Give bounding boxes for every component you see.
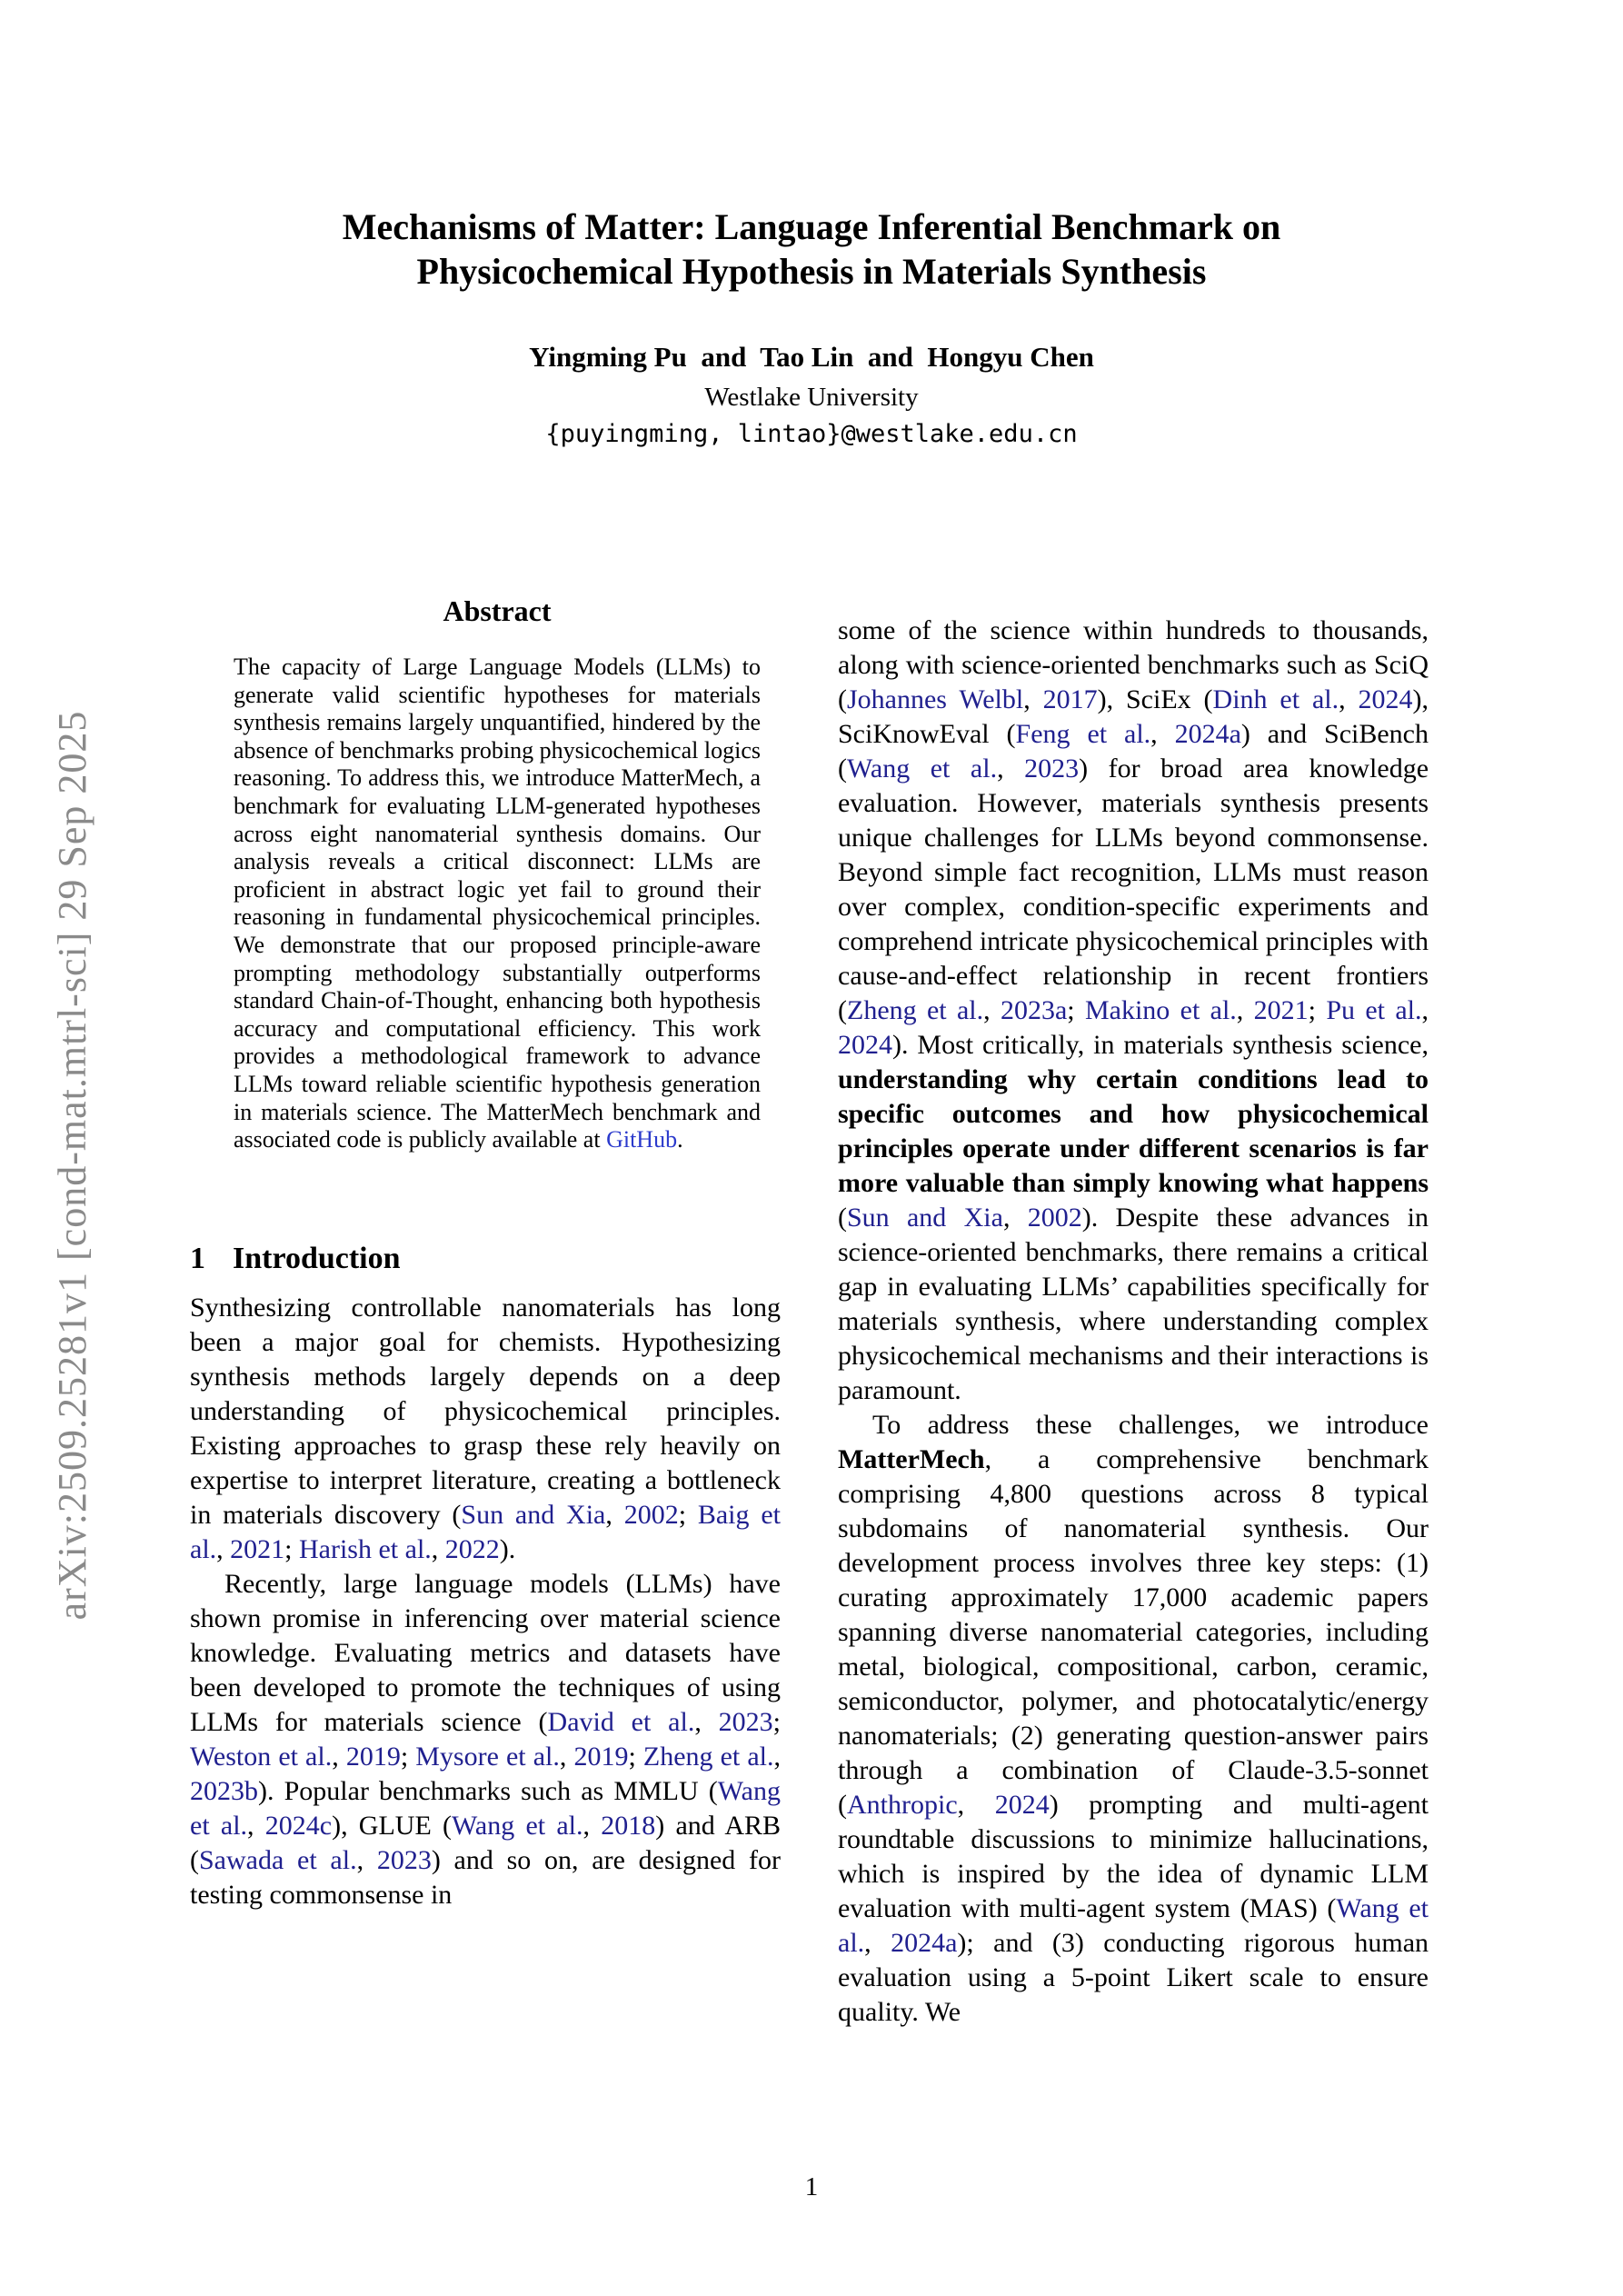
right-paragraph-1 (838, 614, 1429, 1408)
citation-link[interactable]: Baig et al. (190, 1499, 781, 1564)
citation-link[interactable]: Sun and Xia (847, 1203, 1003, 1233)
citation-link[interactable]: 2024c (264, 1810, 333, 1841)
paper-title-line-1: Mechanisms of Matter: Language Inferential Benchmark on (342, 206, 1281, 247)
citation-link[interactable]: 2024 (994, 1790, 1050, 1820)
citation-link[interactable]: Harish et al. (299, 1533, 432, 1564)
text-run: Synthesizing controllable nanomaterials has long been a major goal for chemists. Hypothesizing synthesis methods largely depends on a deep understanding of physicochemical principles. Existing approaches to grasp these rely heavily on expertise to interpret literature, creating a bottleneck in materials discovery ( (190, 1292, 781, 1530)
citation-link[interactable]: Zheng et al. (847, 995, 984, 1025)
citation-link[interactable]: 2023b (190, 1775, 258, 1806)
citation-link[interactable]: Pu et al. (1326, 995, 1422, 1025)
arxiv-watermark: arXiv:2509.25281v1 [cond-mat.mtrl-sci] 29 Sep 2025 (50, 710, 95, 1621)
intro-paragraph-2 (190, 1567, 781, 1912)
citation-link[interactable]: 2021 (1253, 995, 1309, 1025)
text-run: ). Despite these advances in science-oriented benchmarks, there remains a critical gap in evaluating LLMs’ capabilities specifically for materials synthesis, where understanding complex physicochemical mechanisms and their interactions is paramount. (838, 1203, 1429, 1405)
text-run: To address these challenges, we introduce (872, 1410, 1429, 1440)
right-paragraph-2 (838, 1408, 1429, 2030)
text-run: , (559, 1741, 574, 1772)
text-run: ; (628, 1741, 643, 1772)
text-run: ) prompting and multi-agent roundtable discussions to minimize hallucinations, which is inspired by the idea of dynamic LLM evaluation with multi-agent system (MAS) ( (838, 1790, 1429, 1923)
author-line: Yingming Pu and Tao Lin and Hongyu Chen (529, 341, 1094, 373)
citation-link[interactable]: Sun and Xia (461, 1499, 606, 1530)
text-run: The capacity of Large Language Models (LLMs) to generate valid scientific hypotheses for materials synthesis remains largely unquantified, hindered by the absence of benchmarks probing physicochemical logics reasoning. To address this, we introduce MatterMech, a benchmark for evaluating LLM-generated hypotheses across eight nanomaterial synthesis domains. Our analysis reveals a critical disconnect: LLMs are proficient in abstract logic yet fail to ground their reasoning in fundamental physicochemical principles. We demonstrate that our proposed principle-aware prompting methodology substantially outperforms standard Chain-of-Thought, enhancing both hypothesis accuracy and computational efficiency. This work provides a methodological framework to advance LLMs toward reliable scientific hypothesis generation in materials science. The MatterMech benchmark and associated code is publicly available at (234, 654, 761, 1153)
citation-link[interactable]: 2023 (376, 1844, 432, 1875)
text-run: some of the science within hundreds to thousands, along with science-oriented benchmarks such as SciQ ( (838, 615, 1429, 714)
text-run: , (694, 1706, 719, 1737)
citation-link[interactable]: 2019 (345, 1741, 401, 1772)
email-line: {puyingming, lintao}@westlake.edu.cn (545, 420, 1078, 448)
text-run: , (356, 1844, 377, 1875)
text-run: ) and ARB ( (190, 1810, 782, 1875)
intro-paragraph-1 (190, 1291, 781, 1567)
section-title: Introduction (233, 1241, 401, 1275)
citation-link[interactable]: Weston et al. (190, 1741, 333, 1772)
emphasis-text: understanding why certain conditions lead to specific outcomes and how physicochemical principles operate under different scenarios is far more valuable than simply knowing what happens (838, 1064, 1429, 1198)
citation-link[interactable]: Wang et al. (847, 754, 998, 784)
text-run: ). Popular benchmarks such as MMLU ( (258, 1775, 718, 1806)
text-run: ; (1067, 995, 1085, 1025)
paper-title-line-2: Physicochemical Hypothesis in Materials Synthesis (416, 251, 1207, 292)
text-run: ), SciKnowEval ( (838, 684, 1429, 749)
citation-link[interactable]: 2023 (718, 1706, 773, 1737)
text-run: , (216, 1533, 231, 1564)
text-run: ). (499, 1533, 516, 1564)
right-column (838, 589, 1429, 2030)
citation-link[interactable]: 2002 (1027, 1203, 1082, 1233)
github-link[interactable]: GitHub (606, 1126, 678, 1153)
citation-link[interactable]: Wang et al. (838, 1893, 1429, 1958)
text-run: ( (838, 1203, 847, 1233)
citation-link[interactable]: 2024 (1358, 684, 1413, 714)
citation-link[interactable]: 2023 (1024, 754, 1080, 784)
section-number: 1 (190, 1241, 205, 1275)
text-run: ); and (3) conducting rigorous human evaluation using a 5-point Likert scale to ensure quality. We (838, 1928, 1429, 2027)
text-run: . (677, 1126, 683, 1153)
text-run: , (1339, 684, 1359, 714)
citation-link[interactable]: 2024 (838, 1030, 892, 1060)
text-run: ; (1308, 995, 1327, 1025)
citation-link[interactable]: 2017 (1042, 684, 1098, 714)
text-run: , (1421, 995, 1429, 1025)
citation-link[interactable]: 2022 (444, 1533, 500, 1564)
citation-link[interactable]: Wang et al. (452, 1810, 583, 1841)
paper-title (0, 205, 1623, 294)
text-run: ; (400, 1741, 416, 1772)
text-run: , (582, 1810, 602, 1841)
text-run: , (1002, 1203, 1028, 1233)
text-run: , (983, 995, 1001, 1025)
text-run: , (332, 1741, 346, 1772)
abstract-section (190, 594, 781, 1154)
citation-link[interactable]: Mysore et al. (415, 1741, 560, 1772)
abstract-text (234, 654, 761, 1154)
text-run: , (773, 1741, 781, 1772)
citation-link[interactable]: 2024a (1174, 719, 1241, 749)
citation-link[interactable]: Feng et al. (1015, 719, 1151, 749)
citation-link[interactable]: Wang et al. (190, 1775, 781, 1841)
abstract-heading: Abstract (443, 594, 552, 627)
text-run: , (997, 754, 1025, 784)
affiliation: Westlake University (704, 383, 919, 412)
citation-link[interactable]: 2021 (230, 1533, 285, 1564)
citation-link[interactable]: Sawada et al. (199, 1844, 357, 1875)
citation-link[interactable]: David et al. (547, 1706, 695, 1737)
citation-link[interactable]: 2002 (623, 1499, 679, 1530)
text-run: , (864, 1928, 891, 1958)
text-run: , (605, 1499, 624, 1530)
citation-link[interactable]: Zheng et al. (642, 1741, 774, 1772)
paper-header (0, 205, 1623, 448)
text-run: , a comprehensive benchmark comprising 4,800 questions across 8 typical subdomains of nanomaterial synthesis. Our development process involves three key steps: (1) curating approximately 17,000 academic papers spanning diverse nanomaterial categories, including metal, biological, compositional, carbon, ceramic, semiconductor, polymer, and photocatalytic/energy nanomaterials; (2) generating question-answer pairs through a combination of Claude-3.5-sonnet ( (838, 1444, 1429, 1820)
text-run: ). Most critically, in materials synthesis science, (892, 1030, 1429, 1060)
text-run: , (431, 1533, 445, 1564)
text-run: ; (772, 1706, 782, 1737)
citation-link[interactable]: Dinh et al. (1212, 684, 1339, 714)
text-run: ) and so on, are designed for testing commonsense in (190, 1844, 781, 1910)
section-heading-introduction (190, 1242, 781, 1276)
two-column-body (190, 589, 1431, 2030)
text-run: , (1236, 995, 1254, 1025)
citation-link[interactable]: 2024a (891, 1928, 958, 1958)
text-run: Recently, large language models (LLMs) have shown promise in inferencing over material science knowledge. Evaluating metrics and datasets have been developed to promote the techniques of using LLMs for materials science ( (190, 1568, 781, 1737)
text-run: ; (284, 1533, 299, 1564)
text-run: ), GLUE ( (332, 1810, 453, 1841)
text-run: , (247, 1810, 265, 1841)
text-run: ) and SciBench ( (838, 719, 1429, 784)
citation-link[interactable]: Anthropic (847, 1790, 958, 1820)
text-run: , (1023, 684, 1043, 714)
text-run: ) for broad area knowledge evaluation. However, materials synthesis presents unique challenges for LLMs beyond commonsense. Beyond simple fact recognition, LLMs must reason over complex, condition-specific experiments and comprehend intricate physicochemical principles with cause-and-effect relationship in recent frontiers ( (838, 754, 1429, 1025)
text-run: , (957, 1790, 995, 1820)
text-run: ; (678, 1499, 698, 1530)
text-run: ), SciEx ( (1097, 684, 1213, 714)
citation-link[interactable]: Johannes Welbl (847, 684, 1024, 714)
left-column (190, 589, 781, 2030)
text-run: , (1150, 719, 1175, 749)
citation-link[interactable]: Makino et al. (1084, 995, 1237, 1025)
citation-link[interactable]: 2019 (573, 1741, 629, 1772)
emphasis-text: MatterMech (838, 1444, 985, 1474)
citation-link[interactable]: 2023a (1000, 995, 1068, 1025)
page-number: 1 (804, 2172, 819, 2201)
citation-link[interactable]: 2018 (601, 1810, 656, 1841)
